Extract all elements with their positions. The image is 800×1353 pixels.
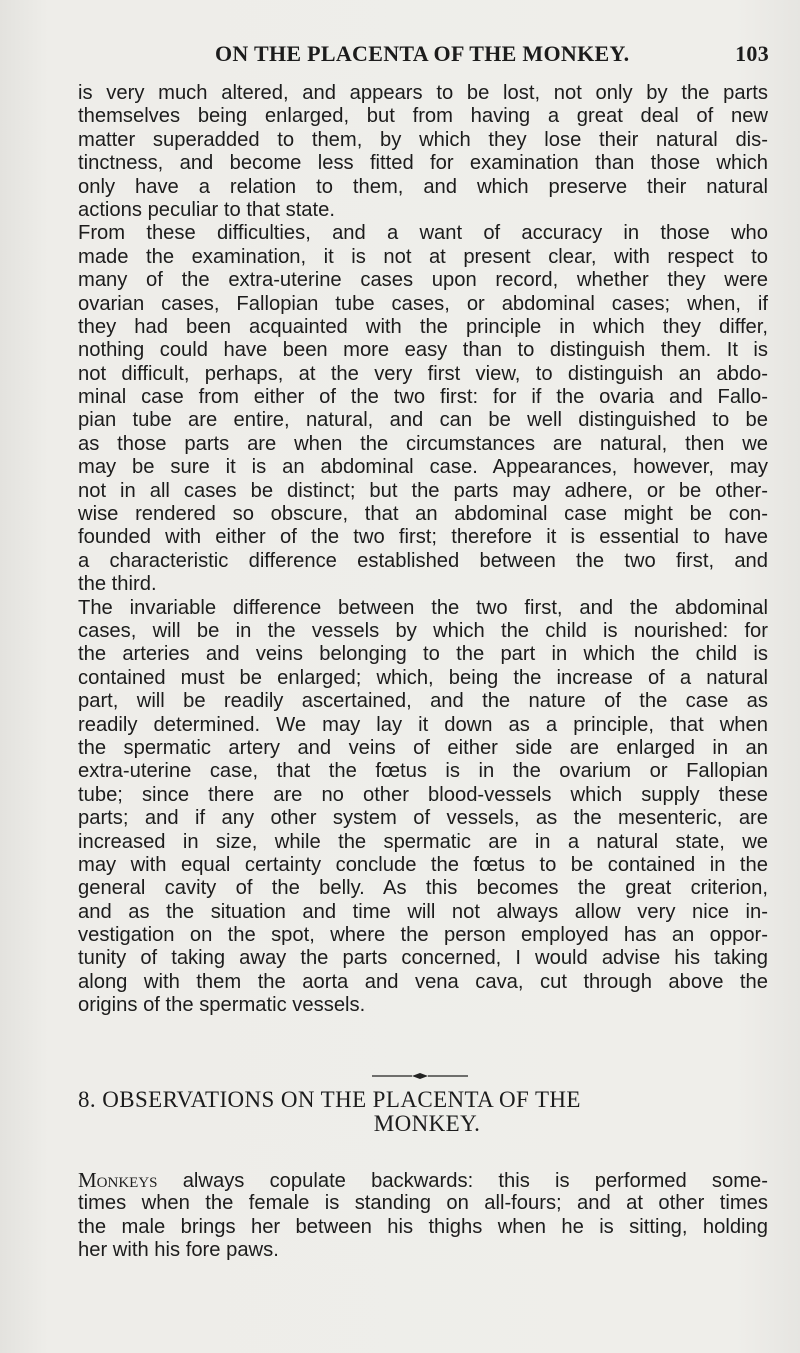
text-line: readily determined. We may lay it down as a principle, that when xyxy=(78,713,768,736)
text-line: not in all cases be distinct; but the parts may adhere, or be other- xyxy=(78,479,768,502)
text-line: cases, will be in the vessels by which the child is nourished: for xyxy=(78,619,768,642)
text-line: themselves being enlarged, but from having a great deal of new xyxy=(78,105,768,128)
line-text: always copulate backwards: this is performed some- xyxy=(157,1170,768,1192)
text-line: minal case from either of the two first: for if the ovaria and Fallo- xyxy=(78,386,768,409)
text-line: many of the extra-uterine cases upon record, whether they were xyxy=(78,269,768,292)
text-line: a characteristic difference established between the two first, and xyxy=(78,549,768,572)
text-line: along with them the aorta and vena cava, cut through above the xyxy=(78,970,768,993)
text-line: increased in size, while the spermatic are in a natural state, we xyxy=(78,830,768,853)
text-line: not difficult, perhaps, at the very first view, to distinguish an abdo- xyxy=(78,362,768,385)
text-line: parts; and if any other system of vessels, as the mesenteric, are xyxy=(78,807,768,830)
text-line: contained must be enlarged; which, being the increase of a natural xyxy=(78,666,768,689)
text-line: the third. xyxy=(78,573,157,596)
page-number: 103 xyxy=(735,41,769,66)
text-line: the spermatic artery and veins of either side are enlarged in an xyxy=(78,736,768,759)
text-line: ovarian cases, Fallopian tube cases, or abdominal cases; when, if xyxy=(78,292,768,315)
section-body xyxy=(78,1169,768,1263)
text-line xyxy=(78,1169,768,1192)
text-line: general cavity of the belly. As this becomes the great criterion, xyxy=(78,877,768,900)
section-heading-line-1: 8. OBSERVATIONS ON THE PLACENTA OF THE xyxy=(78,1087,581,1112)
paragraph xyxy=(78,222,768,596)
text-line: vestigation on the spot, where the person employed has an oppor- xyxy=(78,924,768,947)
text-line: tinctness, and become less fitted for examination than those which xyxy=(78,152,768,175)
text-line: and as the situation and time will not always allow very nice in- xyxy=(78,900,768,923)
text-line: times when the female is standing on all-fours; and at other times xyxy=(78,1192,768,1215)
text-line: the arteries and veins belonging to the part in which the child is xyxy=(78,643,768,666)
body-text xyxy=(78,82,768,1018)
text-line: wise rendered so obscure, that an abdominal case might be con- xyxy=(78,503,768,526)
text-line: the male brings her between his thighs when he is sitting, holding xyxy=(78,1215,768,1238)
text-line: is very much altered, and appears to be lost, not only by the parts xyxy=(78,82,768,104)
text-line: extra-uterine case, that the fœtus is in the ovarium or Fallopian xyxy=(78,760,768,783)
text-line: they had been acquainted with the principle in which they differ, xyxy=(78,315,768,338)
text-line: her with his fore paws. xyxy=(78,1239,279,1262)
text-line: origins of the spermatic vessels. xyxy=(78,994,366,1017)
text-line: founded with either of the two first; therefore it is essential to have xyxy=(78,526,768,549)
text-line: part, will be readily ascertained, and the nature of the case as xyxy=(78,690,768,713)
text-line: The invariable difference between the two first, and the abdominal xyxy=(78,596,768,619)
text-line: pian tube are entire, natural, and can be well distinguished to be xyxy=(78,409,768,432)
section-heading-line-2: MONKEY. xyxy=(373,1111,481,1136)
section-heading xyxy=(78,1088,768,1136)
text-line: only have a relation to them, and which preserve their natural xyxy=(78,175,768,198)
running-title: ON THE PLACENTA OF THE MONKEY. xyxy=(215,41,630,66)
paragraph xyxy=(78,82,768,222)
section-divider-ornament xyxy=(372,1071,468,1081)
text-line: tube; since there are no other blood-vessels which supply these xyxy=(78,783,768,806)
text-line: made the examination, it is not at present clear, with respect to xyxy=(78,245,768,268)
text-line: may be sure it is an abdominal case. Appearances, however, may xyxy=(78,456,768,479)
text-line: tunity of taking away the parts concerned, I would advise his taking xyxy=(78,947,768,970)
text-line: actions peculiar to that state. xyxy=(78,198,335,221)
text-line: as those parts are when the circumstances are natural, then we xyxy=(78,432,768,455)
paragraph xyxy=(78,597,768,1018)
text-line: From these difficulties, and a want of accuracy in those who xyxy=(78,222,768,245)
text-line: may with equal certainty conclude the fœtus to be contained in the xyxy=(78,853,768,876)
text-line: nothing could have been more easy than to distinguish them. It is xyxy=(78,339,768,362)
text-line: matter superadded to them, by which they lose their natural dis- xyxy=(78,128,768,151)
lead-word: Monkeys xyxy=(78,1168,158,1192)
running-header xyxy=(215,41,769,71)
